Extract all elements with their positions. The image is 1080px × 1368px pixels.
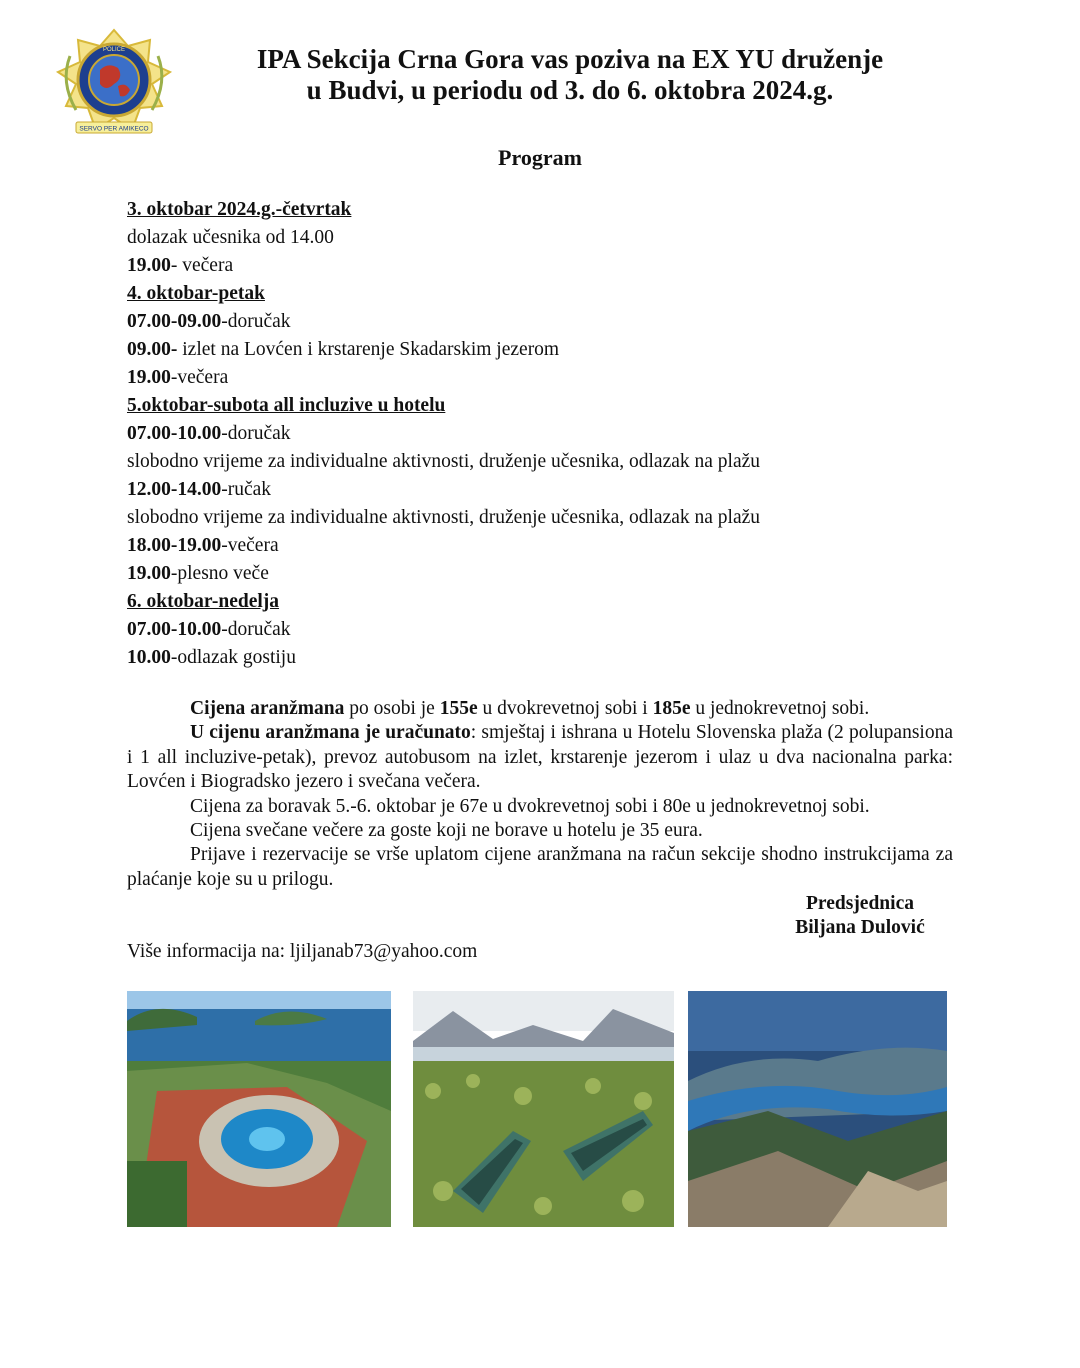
schedule-time: 18.00-19.00 [127,535,222,556]
schedule-time: 07.00-09.00 [127,311,222,332]
schedule-activity: -ručak [221,479,272,500]
signature-name: Biljana Dulović [795,917,925,938]
schedule-time: 19.00 [127,367,171,388]
document-title [160,44,980,106]
signature-block [760,892,960,940]
stay-price-paragraph: Cijena za boravak 5.-6. oktobar je 67e u dvokrevetnoj sobi i 80e u jednokrevetnoj sobi. [190,795,870,817]
schedule-item [127,364,957,392]
schedule-item [127,224,957,252]
schedule-item [127,252,957,280]
svg-text:POLICE: POLICE [102,47,126,53]
day-heading-text: 5.oktobar-subota all incluzive u hotelu [127,395,446,416]
price-section [127,697,953,892]
schedule-item [127,448,957,476]
schedule-item [127,644,957,672]
schedule-activity: -plesno veče [170,563,269,584]
schedule-activity: dolazak učesnika od 14.00 [127,227,334,248]
day-heading-text: 6. oktobar-nedelja [127,591,280,612]
schedule-activity: - večera [170,255,234,276]
hotel-photo [127,991,391,1227]
schedule-item [127,504,957,532]
contact-info: Više informacija na: ljiljanab73@yahoo.com [127,941,478,962]
schedule-item [127,560,957,588]
schedule-activity: slobodno vrijeme za individualne aktivnosti, druženje učesnika, odlazak na plažu [127,507,761,528]
schedule-item [127,336,957,364]
schedule-day-heading [127,196,957,224]
title-line-1: IPA Sekcija Crna Gora vas poziva na EX YU druženje [256,44,884,74]
schedule-item [127,420,957,448]
schedule-day-heading [127,392,957,420]
title-line-2: u Budvi, u periodu od 3. do 6. oktobra 2024.g. [306,75,834,105]
schedule-item [127,532,957,560]
svg-text:SERVO PER AMIKECO: SERVO PER AMIKECO [79,125,149,133]
schedule-activity: -doručak [221,423,291,444]
day-heading-text: 3. oktobar 2024.g.-četvrtak [127,199,352,220]
schedule-item [127,476,957,504]
included-paragraph: U cijenu aranžmana je uračunato: smještaj i ishrana u Hotelu Slovenska plaža (2 polupansiona i 1 all incluzive-petak), prevoz autobusom na izlet, krstarenje jezerom i ulaz u dva nacionalna parka: Lovćen i Biogradsko jezero i svečana večera. [127,722,953,793]
schedule-item [127,616,957,644]
schedule-activity: -večera [221,535,279,556]
schedule-time: 12.00-14.00 [127,479,222,500]
program-schedule [127,196,957,672]
schedule-day-heading [127,280,957,308]
schedule-activity: -doručak [221,311,291,332]
registration-paragraph: Prijave i rezervacije se vrše uplatom cijene aranžmana na račun sekcije shodno instrukcijama za plaćanje koje su u prilogu. [127,844,953,890]
schedule-time: 09.00- [127,339,178,360]
schedule-activity: -odlazak gostiju [170,647,296,668]
lake-photo [413,991,674,1227]
schedule-time: 07.00-10.00 [127,619,222,640]
schedule-time: 07.00-10.00 [127,423,222,444]
signature-role: Predsjednica [806,893,914,914]
schedule-time: 19.00 [127,563,171,584]
schedule-activity: slobodno vrijeme za individualne aktivnosti, druženje učesnika, odlazak na plažu [127,451,761,472]
ipa-logo [52,26,176,138]
day-heading-text: 4. oktobar-petak [127,283,265,304]
program-heading: Program [498,145,582,170]
schedule-time: 19.00 [127,255,171,276]
schedule-time: 10.00 [127,647,171,668]
schedule-activity: izlet na Lovćen i krstarenje Skadarskim jezerom [177,339,560,360]
price-paragraph: Cijena aranžmana po osobi je 155e u dvokrevetnoj sobi i 185e u jednokrevetnoj sobi. [190,698,870,719]
schedule-day-heading [127,588,957,616]
dinner-price-paragraph: Cijena svečane večere za goste koji ne borave u hotelu je 35 eura. [190,820,703,842]
bay-photo [688,991,947,1227]
schedule-activity: -večera [170,367,229,388]
schedule-item [127,308,957,336]
schedule-activity: -doručak [221,619,291,640]
